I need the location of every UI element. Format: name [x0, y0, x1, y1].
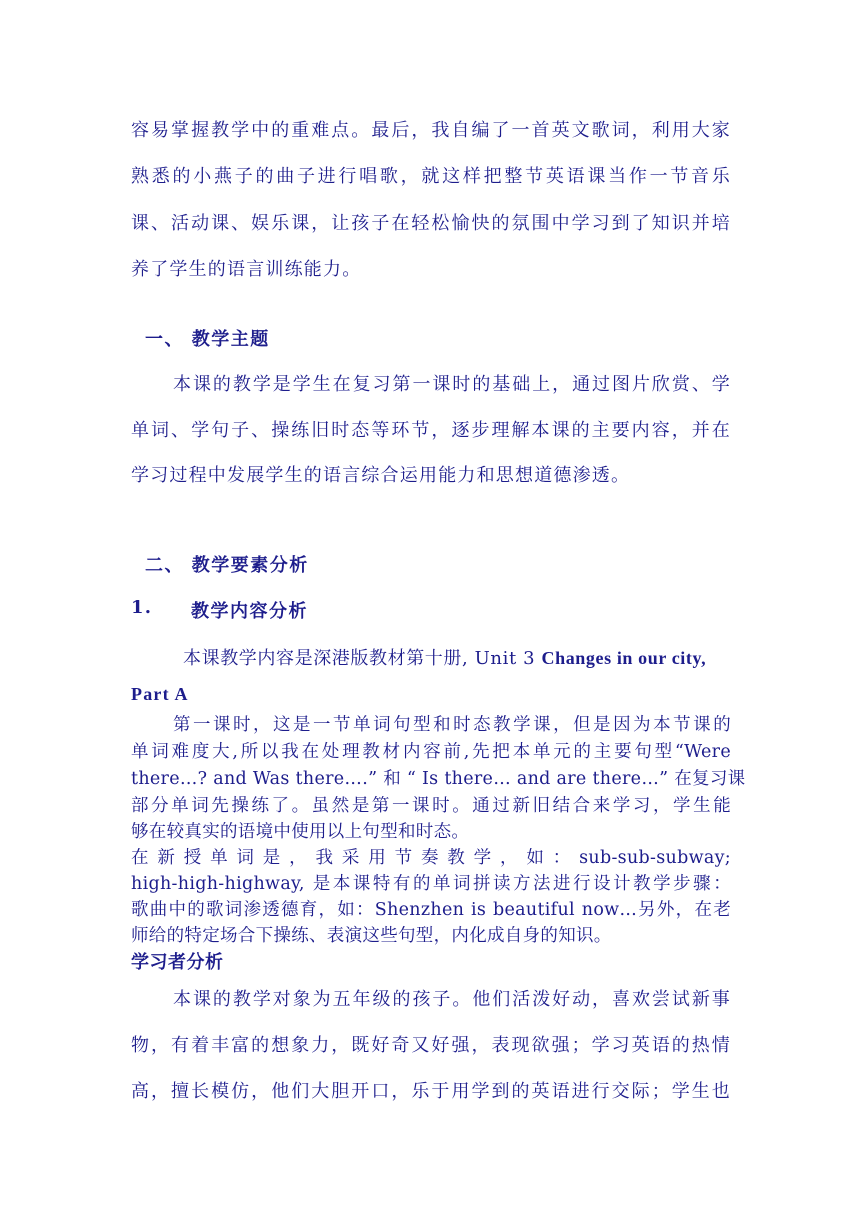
- content-detail-line-2: 单词难度大,所以我在处理教材内容前,先把本单元的主要句型“Were: [131, 742, 731, 762]
- theme-line-3: 学习过程中发展学生的语言综合运用能力和思想道德渗透。: [131, 465, 631, 486]
- content-detail-line-9: 师给的特定场合下操练、表演这些句型，内化成自身的知识。: [131, 926, 612, 946]
- intro-line-1: 容易掌握教学中的重难点。最后，我自编了一首英文歌词，利用大家: [131, 120, 731, 141]
- content-detail-line-8: 歌曲中的歌词渗透德育，如：Shenzhen is beautiful now…另外，在老: [131, 900, 731, 920]
- section-heading-teaching-theme: 一、 教学主题: [145, 329, 270, 350]
- content-detail-line-7: high-high-highway, 是本课特有的单词拼读方法进行设计教学步骤：: [131, 874, 731, 894]
- learner-line-2: 物，有着丰富的想象力，既好奇又好强，表现欲强；学习英语的热情: [131, 1035, 731, 1056]
- learner-line-1: 本课的教学对象为五年级的孩子。他们活泼好动，喜欢尝试新事: [173, 989, 731, 1010]
- subsection-number: 1.: [131, 597, 153, 618]
- intro-line-3: 课、活动课、娱乐课，让孩子在轻松愉快的氛围中学习到了知识并培: [131, 213, 731, 234]
- theme-line-2: 单词、学句子、操练旧时态等环节，逐步理解本课的主要内容，并在: [131, 420, 731, 441]
- intro-line-4: 养了学生的语言训练能力。: [131, 259, 362, 280]
- content-detail-line-5: 够在较真实的语境中使用以上句型和时态。: [131, 822, 470, 842]
- content-detail-line-6: 在 新 授 单 词 是 ， 我 采 用 节 奏 教 学 ， 如 ： sub-sub-subway;: [131, 848, 731, 868]
- learner-line-3: 高，擅长模仿，他们大胆开口，乐于用学到的英语进行交际；学生也: [131, 1081, 731, 1102]
- content-detail-line-1: 第一课时，这是一节单词句型和时态教学课，但是因为本节课的: [173, 715, 731, 735]
- learner-analysis-heading: 学习者分析: [131, 952, 224, 973]
- content-unit-title: Changes in our city,: [541, 648, 707, 668]
- subsection-title-content-analysis: 教学内容分析: [191, 601, 308, 622]
- part-label: Part A: [131, 684, 189, 704]
- theme-line-1: 本课的教学是学生在复习第一课时的基础上，通过图片欣赏、学: [173, 374, 731, 395]
- content-detail-line-3: there…? and Was there….” 和 “ Is there… and are there…” 在复习课: [131, 769, 746, 789]
- content-line-text: 本课教学内容是深港版教材第十册, Unit 3: [183, 648, 542, 669]
- intro-line-2: 熟悉的小燕子的曲子进行唱歌，就这样把整节英语课当作一节音乐: [131, 166, 731, 187]
- content-line: [183, 644, 731, 670]
- content-detail-line-4: 部分单词先操练了。虽然是第一课时。通过新旧结合来学习，学生能: [131, 796, 731, 816]
- section-heading-element-analysis: 二、 教学要素分析: [145, 555, 309, 576]
